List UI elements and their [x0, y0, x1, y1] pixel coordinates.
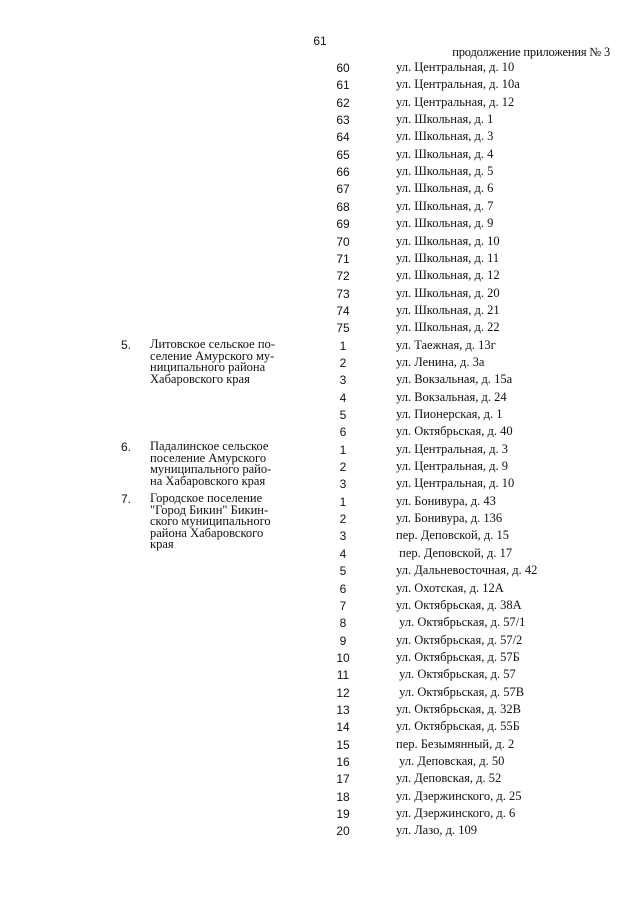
row-number: 2	[339, 460, 347, 474]
group-number: 5.	[121, 338, 132, 352]
row-address: ул. Школьная, д. 7	[396, 199, 494, 213]
row-address: ул. Октябрьская, д. 40	[396, 424, 513, 438]
row-address: ул. Лазо, д. 109	[396, 823, 477, 837]
row-address: ул. Дзержинского, д. 6	[396, 806, 516, 820]
row-number: 9	[339, 634, 347, 648]
group-number: 6.	[121, 440, 132, 454]
row-address: ул. Бонивура, д. 43	[396, 494, 496, 508]
row-number: 13	[336, 703, 350, 717]
group-name: Литовское сельское по- селение Амурского му- ниципального района Хабаровского края	[150, 337, 275, 386]
row-number: 2	[339, 356, 347, 370]
row-address: ул. Деповская, д. 50	[396, 754, 505, 768]
row-number: 16	[336, 755, 350, 769]
row-address: ул. Вокзальная, д. 15а	[396, 372, 513, 386]
row-address: ул. Центральная, д. 10а	[396, 77, 520, 91]
row-address: ул. Школьная, д. 12	[396, 268, 500, 282]
row-address: ул. Центральная, д. 9	[396, 459, 509, 473]
row-number: 20	[336, 824, 350, 838]
row-number: 69	[336, 217, 350, 231]
row-number: 1	[339, 443, 347, 457]
row-address: ул. Октябрьская, д. 57	[396, 667, 516, 681]
row-number: 65	[336, 148, 350, 162]
row-address: ул. Пионерская, д. 1	[396, 407, 503, 421]
row-number: 73	[336, 287, 350, 301]
row-number: 11	[336, 668, 350, 682]
row-address: ул. Вокзальная, д. 24	[396, 390, 507, 404]
row-address: ул. Бонивура, д. 136	[396, 511, 503, 525]
row-address: ул. Октябрьская, д. 57В	[396, 685, 525, 699]
row-address: ул. Школьная, д. 1	[396, 112, 494, 126]
row-number: 15	[336, 738, 350, 752]
row-address: ул. Школьная, д. 6	[396, 181, 494, 195]
row-number: 60	[336, 61, 350, 75]
continuation-label: продолжение приложения № 3	[452, 45, 610, 59]
row-address: ул. Октябрьская, д. 38А	[396, 598, 522, 612]
row-number: 66	[336, 165, 350, 179]
row-number: 64	[336, 130, 350, 144]
row-number: 70	[336, 235, 350, 249]
row-address: ул. Школьная, д. 5	[396, 164, 494, 178]
row-number: 72	[336, 269, 350, 283]
row-number: 75	[336, 321, 350, 335]
row-address: ул. Октябрьская, д. 57Б	[396, 650, 520, 664]
row-address: ул. Школьная, д. 11	[396, 251, 500, 265]
row-number: 74	[336, 304, 350, 318]
row-number: 19	[336, 807, 350, 821]
row-address: ул. Школьная, д. 3	[396, 129, 494, 143]
row-number: 5	[339, 564, 347, 578]
row-address: ул. Охотская, д. 12А	[396, 581, 504, 595]
row-number: 18	[336, 790, 350, 804]
row-address: ул. Дальневосточная, д. 42	[396, 563, 538, 577]
row-address: ул. Октябрьская, д. 55Б	[396, 719, 520, 733]
row-number: 63	[336, 113, 350, 127]
row-number: 1	[339, 495, 347, 509]
row-address: пер. Деповской, д. 17	[396, 546, 513, 560]
row-number: 5	[339, 408, 347, 422]
group-number: 7.	[121, 492, 132, 506]
row-address: ул. Школьная, д. 20	[396, 286, 500, 300]
row-address: ул. Деповская, д. 52	[396, 771, 502, 785]
row-number: 17	[336, 772, 350, 786]
row-number: 62	[336, 96, 350, 110]
row-address: ул. Ленина, д. 3а	[396, 355, 485, 369]
row-address: ул. Центральная, д. 3	[396, 442, 509, 456]
row-address: ул. Октябрьская, д. 57/2	[396, 633, 523, 647]
row-number: 7	[339, 599, 347, 613]
group-name: Падалинское сельское поселение Амурского муниципального райо- на Хабаровского края	[150, 439, 272, 488]
row-address: ул. Школьная, д. 10	[396, 234, 500, 248]
row-address: пер. Безымянный, д. 2	[396, 737, 515, 751]
row-number: 2	[339, 512, 347, 526]
row-address: ул. Дзержинского, д. 25	[396, 789, 522, 803]
row-address: ул. Октябрьская, д. 32В	[396, 702, 521, 716]
row-number: 6	[339, 425, 347, 439]
row-number: 3	[339, 529, 347, 543]
row-number: 1	[339, 339, 347, 353]
row-address: ул. Центральная, д. 12	[396, 95, 515, 109]
row-number: 71	[336, 252, 350, 266]
page-number: 61	[313, 34, 327, 48]
row-address: ул. Таежная, д. 13г	[396, 338, 496, 352]
row-number: 8	[339, 616, 347, 630]
row-number: 61	[336, 78, 350, 92]
row-number: 3	[339, 373, 347, 387]
row-address: ул. Октябрьская, д. 57/1	[396, 615, 526, 629]
row-address: пер. Деповской, д. 15	[396, 528, 510, 542]
row-number: 10	[336, 651, 350, 665]
row-number: 67	[336, 182, 350, 196]
row-address: ул. Школьная, д. 21	[396, 303, 500, 317]
row-number: 3	[339, 477, 347, 491]
row-number: 14	[336, 720, 350, 734]
row-address: ул. Центральная, д. 10	[396, 476, 515, 490]
row-number: 12	[336, 686, 350, 700]
row-number: 4	[339, 391, 347, 405]
row-address: ул. Центральная, д. 10	[396, 60, 515, 74]
row-number: 4	[339, 547, 347, 561]
group-name: Городское поселение "Город Бикин" Бикин- ского муниципального района Хабаровского края	[150, 491, 271, 551]
row-address: ул. Школьная, д. 4	[396, 147, 494, 161]
row-address: ул. Школьная, д. 9	[396, 216, 494, 230]
row-address: ул. Школьная, д. 22	[396, 320, 500, 334]
row-number: 6	[339, 582, 347, 596]
row-number: 68	[336, 200, 350, 214]
